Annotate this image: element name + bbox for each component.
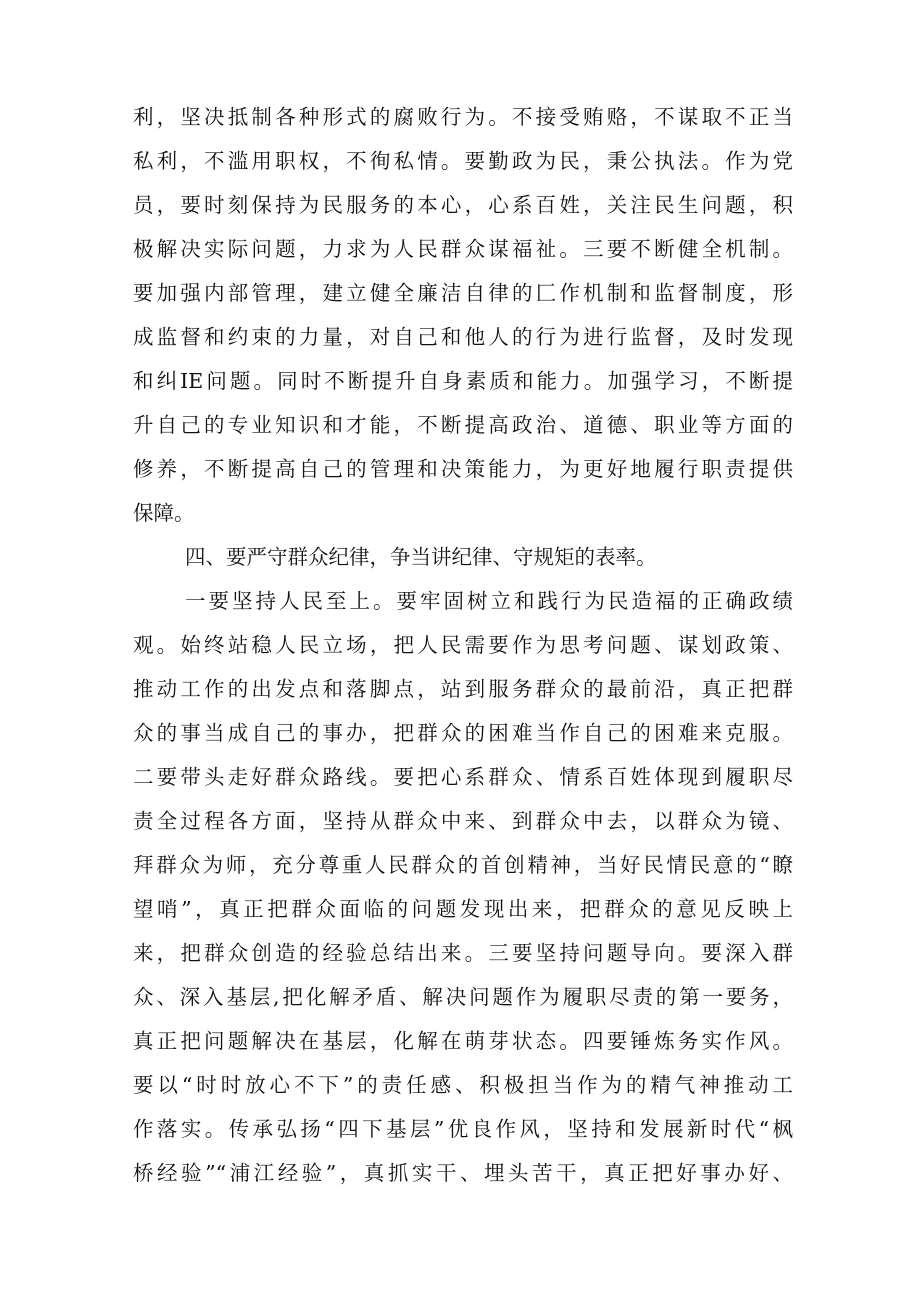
text-line: 真正把问题解决在基层，化解在萌芽状态。四要锤炼务实作风。 xyxy=(133,1029,793,1053)
text-line: 众的事当成自己的事办，把群众的困难当作自己的困难来克服。 xyxy=(133,721,793,745)
text-line: 望哨”，真正把群众面临的问题发现出来，把群众的意见反映上 xyxy=(133,897,793,921)
text-line: 作落实。传承弘扬“四下基层”优良作风，坚持和发展新时代“枫 xyxy=(133,1117,793,1141)
text-line: 责全过程各方面，坚持从群众中来、到群众中去，以群众为镜、 xyxy=(133,809,793,833)
text-line: 升自己的专业知识和才能，不断提高政治、道德、职业等方面的 xyxy=(133,413,793,437)
text-line: 和纠IE问题。同时不断提升自身素质和能力。加强学习，不断提 xyxy=(133,369,793,393)
text-line: 成监督和约束的力量，对自己和他人的行为进行监督，及时发现 xyxy=(133,325,793,349)
text-line: 来，把群众创造的经验总结出来。三要坚持问题导向。要深入群 xyxy=(133,941,793,965)
text-line: 利，坚决抵制各种形式的腐败行为。不接受贿赂，不谋取不正当 xyxy=(133,105,793,129)
text-line: 桥经验”“浦江经验”，真抓实干、埋头苦干，真正把好事办好、 xyxy=(133,1161,793,1185)
section-heading: 四、要严守群众纪律，争当讲纪律、守规矩的表率。 xyxy=(185,545,657,569)
text-line: 私利，不滥用职权，不徇私情。要勤政为民，秉公执法。作为党 xyxy=(133,149,793,173)
text-line: 修养，不断提高自己的管理和决策能力，为更好地履行职责提供 xyxy=(133,457,793,481)
text-line: 二要带头走好群众路线。要把心系群众、情系百姓体现到履职尽 xyxy=(133,765,793,789)
text-line: 要以“时时放心不下”的责任感、积极担当作为的精气神推动工 xyxy=(133,1073,793,1097)
text-line: 拜群众为师，充分尊重人民群众的首创精神，当好民情民意的“瞭 xyxy=(133,853,793,877)
text-line: 保障。 xyxy=(133,501,195,525)
text-line: 要加强内部管理，建立健全廉洁自律的匚作机制和监督制度，形 xyxy=(133,281,793,305)
text-line: 推动工作的出发点和落脚点，站到服务群众的最前沿，真正把群 xyxy=(133,677,793,701)
paragraph-first-line: 一要坚持人民至上。要牢固树立和践行为民造福的正确政绩 xyxy=(185,589,793,613)
text-line: 众、深入基层,把化解矛盾、解决问题作为履职尽责的第一要务， xyxy=(133,985,793,1009)
text-line: 观。始终站稳人民立场，把人民需要作为思考问题、谋划政策、 xyxy=(133,633,793,657)
text-line: 员，要时刻保持为民服务的本心，心系百姓，关注民生问题，积 xyxy=(133,193,793,217)
text-line: 极解决实际问题，力求为人民群众谋福祉。三要不断健全机制。 xyxy=(133,237,793,261)
